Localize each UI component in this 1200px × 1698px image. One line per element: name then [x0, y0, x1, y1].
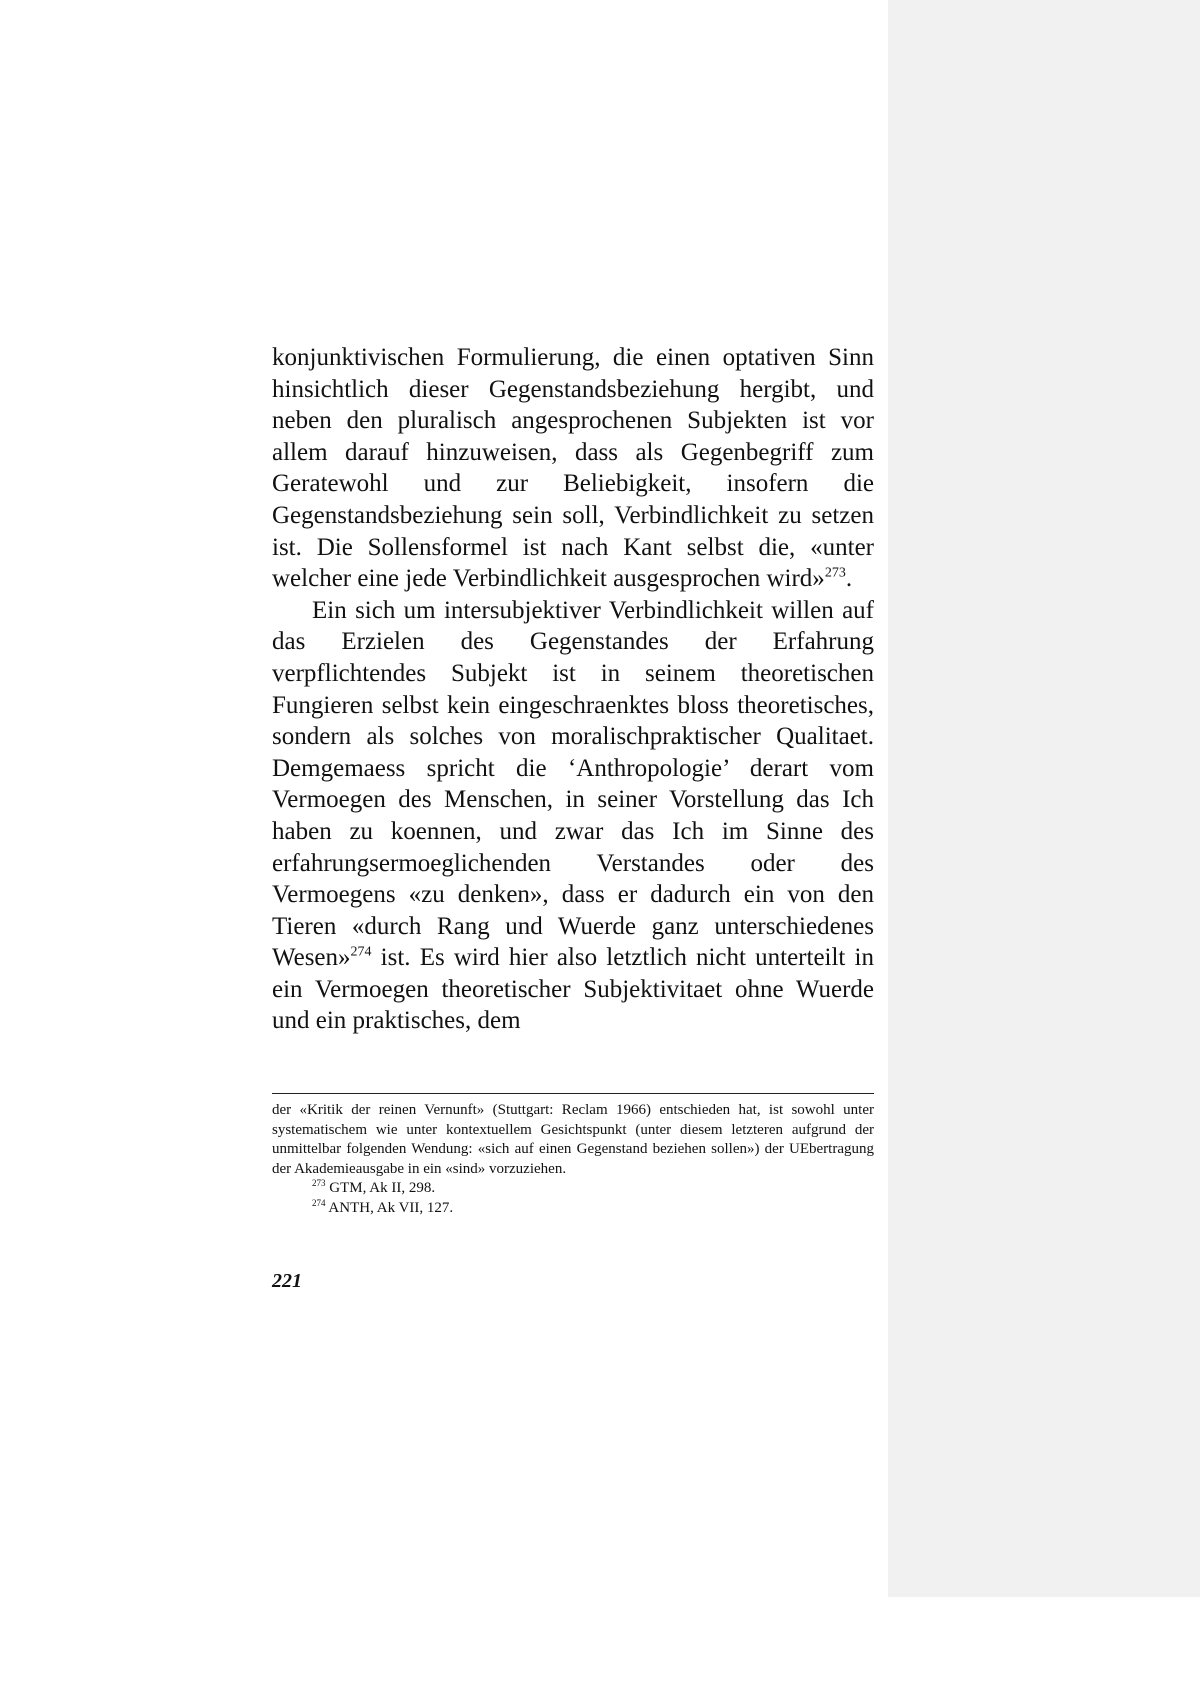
footnote-ref: 273 [824, 565, 846, 581]
paragraph [272, 595, 874, 1037]
paragraph-text: Ein sich um intersubjektiver Verbindlichkeit willen auf das Erzielen des Gegenstandes der Erfahrung verpflichtendes Subjekt ist in seinem theoretischen Fungieren selbst kein eingeschraenktes bloss theoretisches, sondern als solches von moralischpraktischer Qualitaet. Demgemaess spricht die ‘Anthropologie’ derart vom Vermoegen des Menschen, in seiner Vorstellung das Ich haben zu koennen, und zwar das Ich im Sinne des erfahrungsermoeglichenden Verstandes oder des Vermoegens «zu denken», dass er dadurch ein von den Tieren «durch Rang und Wuerde ganz unterschiedenes Wesen» [272, 596, 874, 972]
footnote-number: 273 [312, 1178, 326, 1188]
main-text [272, 342, 874, 1037]
side-panel [888, 0, 1200, 1597]
footnote [272, 1199, 874, 1219]
footnote-text: ANTH, Ak VII, 127. [325, 1199, 454, 1216]
footnote-ref: 274 [350, 944, 372, 960]
footnote [272, 1179, 874, 1199]
footnote-number: 274 [312, 1197, 326, 1208]
page-number: 221 [272, 1270, 302, 1292]
footnotes [272, 1101, 874, 1218]
footnote-continuation: der «Kritik der reinen Vernunft» (Stuttgart: Reclam 1966) entschieden hat, ist sowohl unter systematischem wie unter kontextuellem Gesichtspunkt (unter diesem letzteren aufgrund der unmittelbar folgenden Wendung: «sich auf einen Gegenstand beziehen sollen») der UEbertragung der Akademieausgabe in ein «sind» vorzuziehen. [272, 1102, 874, 1177]
paragraph-text: konjunktivischen Formulierung, die einen optativen Sinn hinsichtlich dieser Gegenstandsbeziehung hergibt, und neben den pluralisch angesprochenen Subjekten ist vor allem darauf hinzuweisen, dass als Gegenbegriff zum Geratewohl und zur Beliebigkeit, insofern die Gegenstandsbeziehung sein soll, Verbindlichkeit zu setzen ist. Die Sollensformel ist nach Kant selbst die, «unter welcher eine jede Verbindlichkeit ausgesprochen wird» [272, 344, 874, 593]
paragraph-tail: ist. Es wird hier also letztlich nicht unterteilt in ein Vermoegen theoretischer Subjektivitaet ohne Wuerde und ein praktisches, dem [272, 944, 874, 1035]
footnote-text: GTM, Ak II, 298. [325, 1180, 436, 1196]
footnote-rule [272, 1093, 874, 1094]
paragraph [272, 342, 874, 595]
paragraph-tail: . [845, 565, 853, 593]
